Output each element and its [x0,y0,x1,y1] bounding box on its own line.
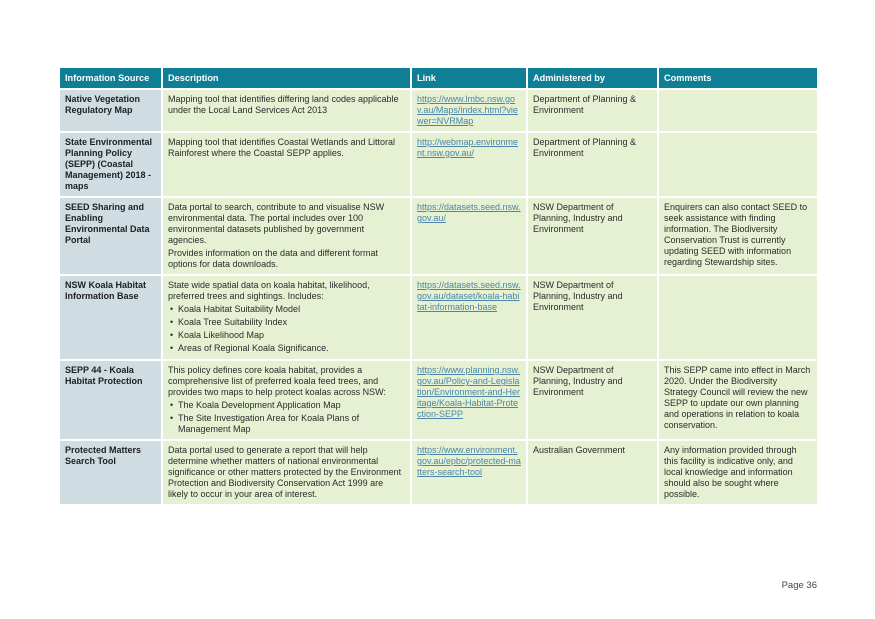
cell-source: Native Vegetation Regulatory Map [60,90,161,131]
table-row [60,276,817,359]
header-administered-by: Administered by [528,68,657,88]
table-row [60,133,817,196]
bullet-item: • The Koala Development Application Map [168,400,405,411]
description-text-extra: Provides information on the data and different format options for data downloads. [168,248,378,269]
cell-link [412,361,526,439]
cell-comments [659,133,817,196]
cell-administered-by: Australian Government [528,441,657,504]
cell-comments [659,276,817,359]
header-information-source: Information Source [60,68,161,88]
cell-link [412,276,526,359]
cell-description: Mapping tool that identifies differing land codes applicable under the Local Land Services Act 2013 [163,90,410,131]
table-row [60,90,817,131]
bullet-item: • The Site Investigation Area for Koala Plans of Management Map [168,413,405,435]
cell-link [412,441,526,504]
cell-source: NSW Koala Habitat Information Base [60,276,161,359]
link-seed-datasets[interactable]: https://datasets.seed.nsw.gov.au/ [417,202,521,223]
header-comments: Comments [659,68,817,88]
cell-source: State Environmental Planning Policy (SEPP) (Coastal Management) 2018 - maps [60,133,161,196]
link-koala-habitat-base[interactable]: https://datasets.seed.nsw.gov.au/dataset/koala-habitat-information-base [417,280,521,312]
description-text: State wide spatial data on koala habitat, likelihood, preferred trees and sightings. Includes: [168,280,370,301]
bullet-item: • Koala Tree Suitability Index [168,317,405,328]
cell-administered-by: NSW Department of Planning, Industry and Environment [528,276,657,359]
link-protected-matters-tool[interactable]: https://www.environment.gov.au/epbc/protected-matters-search-tool [417,445,521,477]
link-koala-sepp[interactable]: https://www.planning.nsw.gov.au/Policy-and-Legislation/Environment-and-Heritage/Koala-Habitat-Protection-SEPP [417,365,521,419]
table-row [60,198,817,274]
description-text: This policy defines core koala habitat, provides a comprehensive list of preferred koala feed trees, and provides two maps to help protect koalas across NSW: [168,365,386,397]
table-row [60,361,817,439]
cell-description: Mapping tool that identifies Coastal Wetlands and Littoral Rainforest where the Coastal SEPP applies. [163,133,410,196]
table-header-row [60,68,817,88]
cell-description [163,276,410,359]
header-link: Link [412,68,526,88]
link-coastal-sepp-webmap[interactable]: http://webmap.environment.nsw.gov.au/ [417,137,519,158]
cell-description [163,361,410,439]
header-description: Description [163,68,410,88]
bullet-item: • Koala Habitat Suitability Model [168,304,405,315]
cell-administered-by: NSW Department of Planning, Industry and Environment [528,361,657,439]
bullet-item: • Koala Likelihood Map [168,330,405,341]
cell-administered-by: Department of Planning & Environment [528,133,657,196]
cell-comments: Any information provided through this facility is indicative only, and local knowledge and information should also be sought where possible. [659,441,817,504]
bullet-item: • Areas of Regional Koala Significance. [168,343,405,354]
cell-link [412,90,526,131]
page-number: Page 36 [781,580,817,591]
cell-comments: This SEPP came into effect in March 2020. Under the Biodiversity Strategy Council will review the new SEPP to update our own planning and operations in relation to koala conservation. [659,361,817,439]
cell-link [412,198,526,274]
cell-description [163,198,410,274]
description-text: Data portal to search, contribute to and visualise NSW environmental data. The portal includes over 100 environmental datasets published by government agencies. [168,202,385,245]
cell-source: Protected Matters Search Tool [60,441,161,504]
cell-description: Data portal used to generate a report that will help determine whether matters of national environmental significance or other matters protected by the Environment Protection and Biodiversity Conservation Act 1999 are likely to occur in your area of interest. [163,441,410,504]
link-native-vegetation-map[interactable]: https://www.lmbc.nsw.gov.au/Maps/index.html?viewer=NVRMap [417,94,518,126]
cell-comments: Enquirers can also contact SEED to seek assistance with finding information. The Biodiversity Conservation Trust is currently updating SEED with information regarding Stewardship sites. [659,198,817,274]
cell-administered-by: NSW Department of Planning, Industry and Environment [528,198,657,274]
cell-comments [659,90,817,131]
cell-source: SEED Sharing and Enabling Environmental Data Portal [60,198,161,274]
cell-source: SEPP 44 - Koala Habitat Protection [60,361,161,439]
information-sources-table [58,66,819,506]
cell-administered-by: Department of Planning & Environment [528,90,657,131]
table-row [60,441,817,504]
cell-link [412,133,526,196]
